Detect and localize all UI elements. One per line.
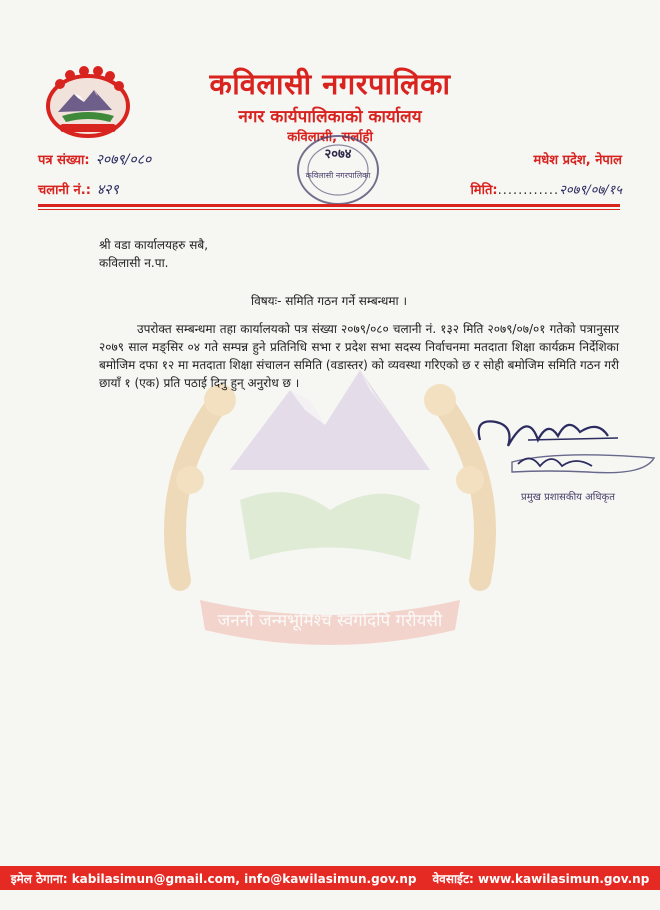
date-line: [470, 180, 622, 198]
email-label: इमेल ठेगाना:: [10, 871, 68, 886]
footer-bar: [0, 866, 660, 890]
coat-of-arms-icon: [40, 62, 136, 140]
stamp-text: कविलासी नगरपालिका: [305, 171, 371, 180]
org-name: कविलासी नगरपालिका: [209, 67, 451, 101]
watermark-motto: जननी जन्मभूमिश्च स्वर्गादपि गरीयसी: [217, 611, 443, 631]
dispatch-number: [38, 180, 119, 199]
addressee-line-1: श्री वडा कार्यालयहरु सबै,: [99, 238, 209, 252]
signatory-title: प्रमुख प्रशासकीय अधिकृत: [521, 492, 615, 503]
website-value[interactable]: www.kawilasimun.gov.np: [477, 871, 650, 886]
addressee-line-2: कविलासी न.पा.: [99, 256, 169, 270]
office-stamp: [290, 128, 386, 212]
stamp-year: २०७४: [324, 147, 352, 162]
subject-line: विषयः- समिति गठन गर्ने सम्बन्धमा ।: [250, 294, 408, 308]
date-value: २०७९/०७/१५: [559, 183, 622, 198]
header-rule-thick: [38, 204, 620, 207]
signature-stamp: [468, 400, 658, 510]
reference-number: [38, 150, 151, 169]
reference-label: पत्र संख्या:: [38, 153, 90, 168]
date-label: मिति:: [470, 183, 498, 198]
office-name: नगर कार्यपालिकाको कार्यालय: [238, 107, 422, 127]
footer-website: [432, 870, 649, 887]
dispatch-label: चलानी नं.:: [38, 183, 91, 198]
reference-value: २०७९/०८०: [95, 152, 152, 168]
office-location: कविलासी, सर्लाही: [287, 130, 373, 145]
email-value[interactable]: kabilasimun@gmail.com, info@kawilasimun.gov.np: [71, 871, 417, 886]
website-label: वेवसाईट:: [432, 871, 474, 886]
header-rule-thin: [38, 209, 620, 210]
letter-paragraph: उपरोक्त सम्बन्धमा तहा कार्यालयको पत्र संख्या २०७९/०८० चलानी नं. १३२ मिति २०७९/०७/०१ गतेको पत्रानुसार २०७९ साल मङ्सिर ०४ गते सम्पन्न हुने प्रतिनिधि सभा र प्रदेश सभा सदस्य निर्वाचनमा मतदाता शिक्षा कार्यक्रम निर्देशिका बमोजिम दफा १२ मा मतदाता शिक्षा संचालन समिति (वडास्तर) को व्यवस्था गरिएको छ र सोही बमोजिम समिति गठन गरी छायाँ १ (एक) प्रति पठाई दिनु हुन् अनुरोध छ ।: [99, 322, 619, 390]
dispatch-value: ४२९: [96, 182, 119, 198]
date-dots: ............: [497, 183, 560, 198]
province-line: मधेश प्रदेश, नेपाल: [533, 153, 622, 168]
footer-email: [11, 870, 417, 887]
addressee-block: [99, 236, 619, 272]
